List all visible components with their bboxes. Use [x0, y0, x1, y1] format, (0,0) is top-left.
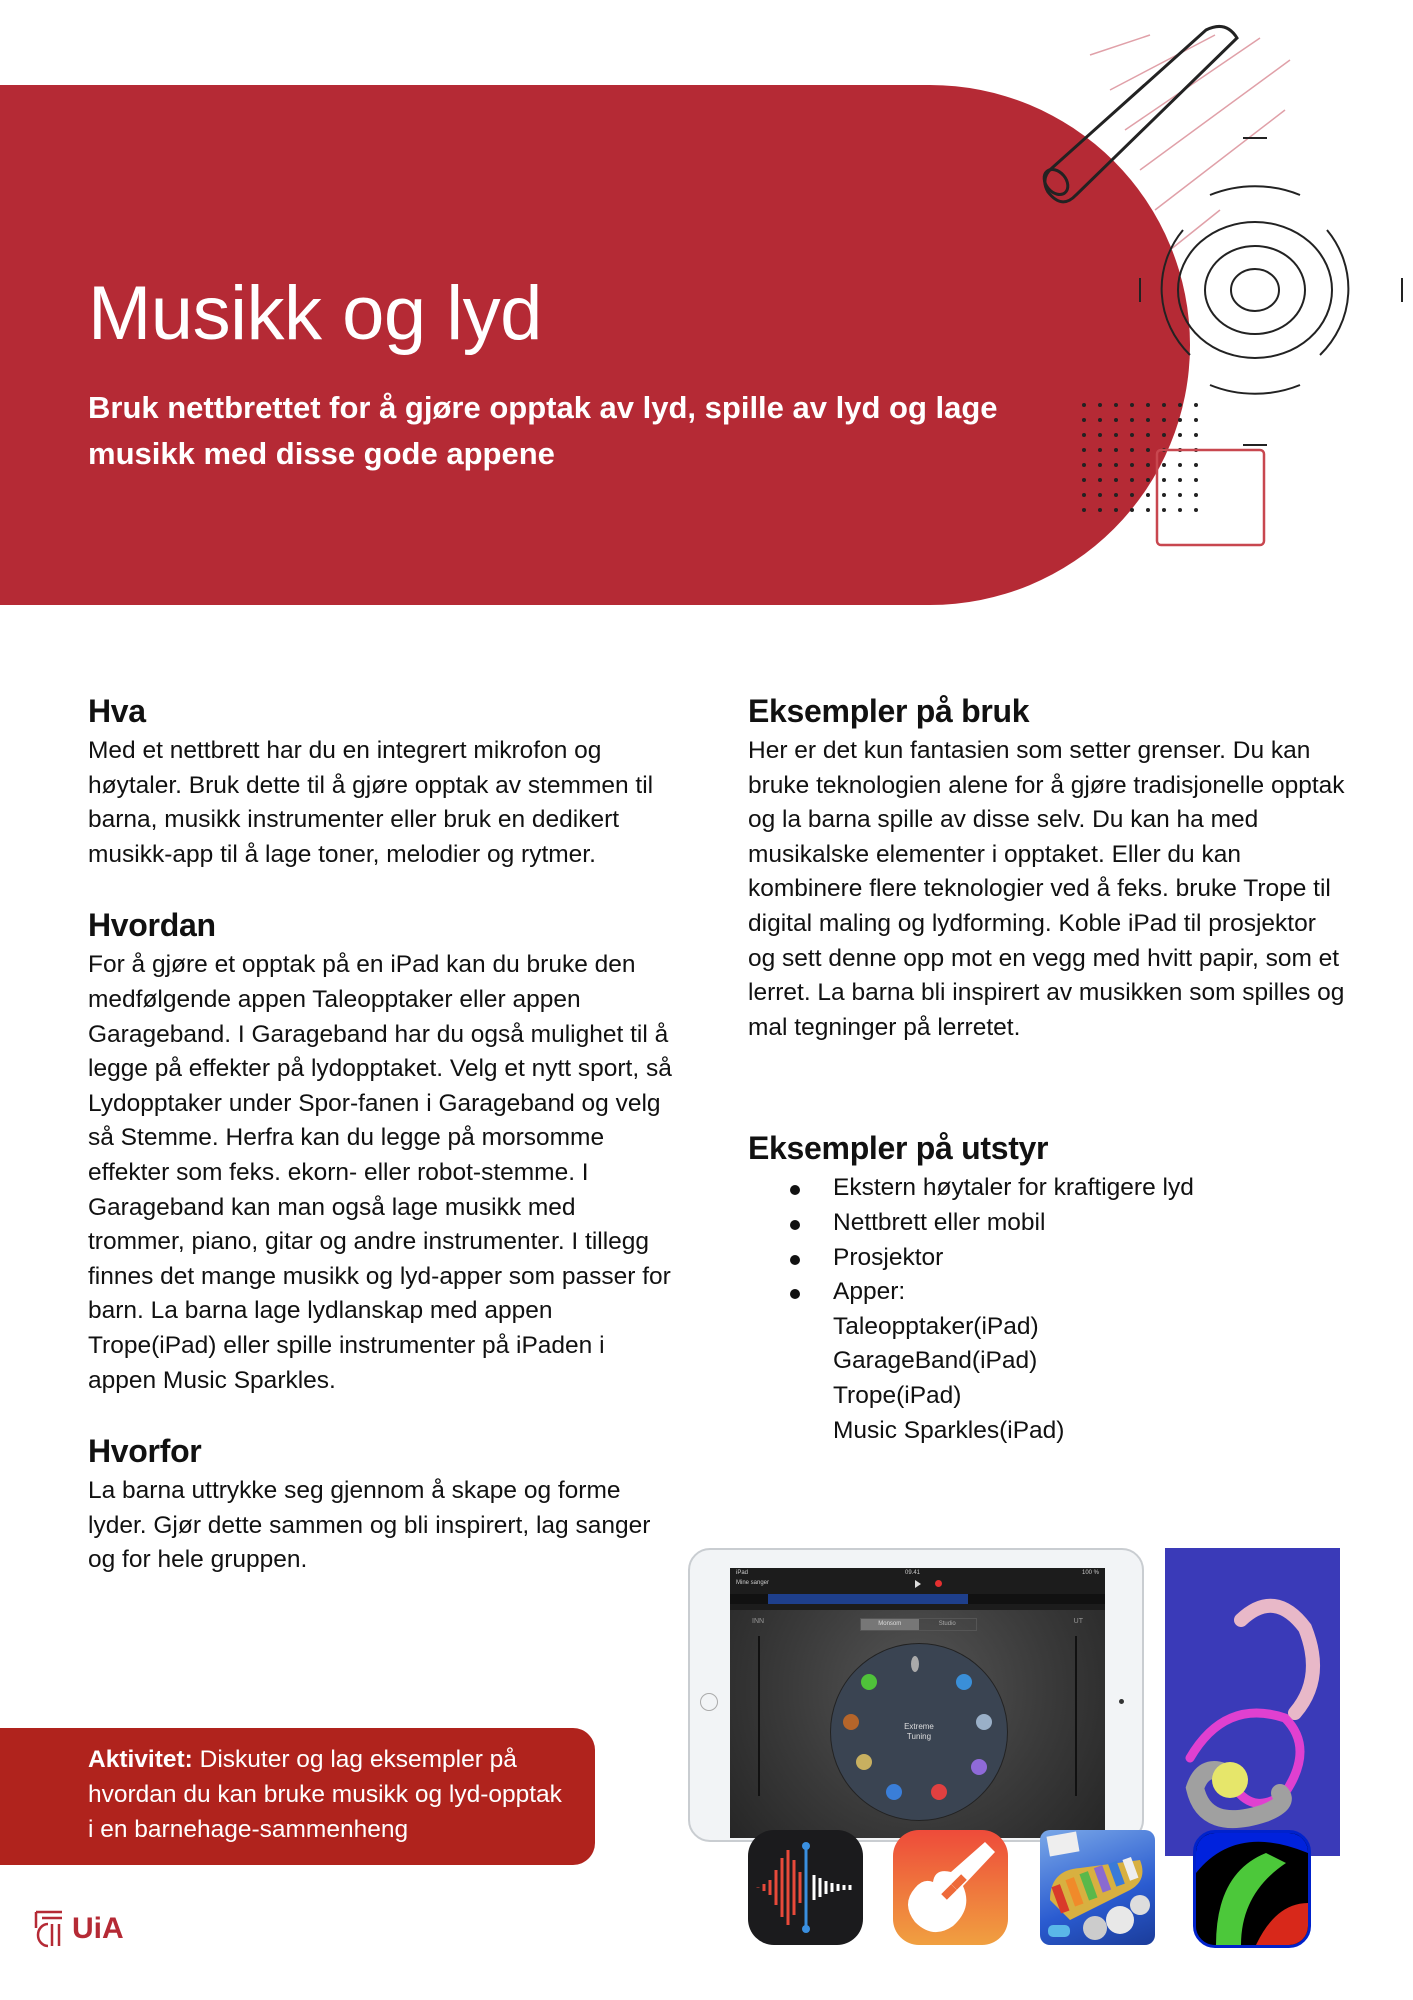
section-heading: Hva	[88, 693, 146, 729]
input-label: INN	[752, 1618, 765, 1625]
concentric-circles-decoration	[1140, 138, 1402, 445]
uia-logo-icon	[34, 1910, 64, 1948]
section-body: Her er det kun fantasien som setter grenser. Du kan bruke teknologien alene for å gjøre tradisjonelle opptak og la barna spille av disse selv. Du kan ha med musikalske elementer i opptaket. Eller du kan kombinere flere teknologier ved å feks. bruke Trope til digital maling og lydforming. Koble iPad til prosjektor og sett denne opp mot en vegg med hvitt papir, som et lerret. La barna bli inspirert av musikken som spilles og mal tegninger på lerretet.	[748, 737, 1345, 1041]
trope-drawing	[1165, 1548, 1340, 1856]
handheld-mic-icon	[856, 1754, 872, 1770]
app-list-item: GarageBand(iPad)	[833, 1347, 1038, 1375]
timeline-ruler	[730, 1594, 1105, 1604]
status-battery: 100 %	[1081, 1570, 1099, 1576]
output-label: UT	[1073, 1618, 1083, 1625]
dot-grid-decoration	[1082, 403, 1198, 512]
camera-icon	[1119, 1699, 1124, 1704]
activity-text	[88, 1742, 568, 1847]
diagonal-stripes-decoration	[1090, 35, 1290, 250]
wheel-label-line: Extreme	[904, 1722, 934, 1731]
left-column	[88, 688, 678, 1578]
trope-screenshot	[1165, 1548, 1340, 1856]
activity-label: Aktivitet:	[88, 1746, 193, 1773]
voice-effect-wheel	[830, 1643, 1008, 1821]
section-body: Med et nettbrett har du en integrert mikrofon og høytaler. Bruk dette til å gjøre opptak av stemmen til barna, musikk instrumenter eller bruk en dedikert musikk-app til å lage toner, melodier og rytmer.	[88, 737, 654, 868]
section-heading: Hvorfor	[88, 1433, 202, 1470]
list-item: Apper:	[833, 1275, 1348, 1310]
status-carrier: iPad	[736, 1570, 749, 1576]
activity-body: Diskuter og lag eksempler på hvordan du kan bruke musikk og lyd-opptak i en barnehage-sammenheng	[88, 1746, 562, 1843]
bubbles-icon	[971, 1759, 987, 1775]
decorative-graphics	[1030, 20, 1413, 620]
app-list-item: Trope(iPad)	[833, 1381, 962, 1409]
trope-icon	[1193, 1830, 1311, 1948]
timeline-played	[768, 1594, 968, 1604]
section-heading: Hvordan	[88, 907, 216, 944]
app-list-item: Music Sparkles(iPad)	[833, 1416, 1065, 1444]
section-hva	[88, 688, 678, 872]
wheel-label	[831, 1722, 1007, 1742]
app-list-item: Taleopptaker(iPad)	[833, 1312, 1039, 1340]
section-heading: Eksempler på bruk	[748, 693, 1030, 729]
wheel-label-line: Tuning	[906, 1732, 932, 1741]
garageband-icon	[893, 1830, 1008, 1945]
garageband-toolbar	[730, 1568, 1105, 1610]
list-item: Prosjektor	[833, 1241, 1348, 1276]
output-slider	[1075, 1636, 1077, 1796]
right-column	[748, 688, 1348, 1448]
mode-segment	[860, 1618, 977, 1631]
section-heading: Eksempler på utstyr	[748, 1130, 1049, 1167]
ipad-screen	[730, 1568, 1105, 1838]
page-title: Musikk og lyd	[88, 271, 542, 356]
section-hvorfor	[88, 1428, 678, 1578]
voice-memos-icon	[748, 1830, 863, 1945]
segment-option: Monsom	[861, 1619, 919, 1630]
equipment-list	[748, 1171, 1348, 1448]
home-button-icon	[700, 1693, 718, 1711]
alien-icon	[861, 1674, 877, 1690]
my-songs-button: Mine sanger	[736, 1580, 770, 1586]
section-body: La barna uttrykke seg gjennom å skape og forme lyder. Gjør dette sammen og bli inspirert, lag sanger og for hele gruppen.	[88, 1477, 651, 1574]
telephone-icon	[886, 1784, 902, 1800]
record-icon	[935, 1580, 942, 1587]
logo-text: UiA	[72, 1912, 124, 1945]
section-hvordan	[88, 902, 678, 1398]
segment-option: Studio	[938, 1621, 956, 1627]
activity-callout	[0, 1728, 595, 1865]
status-time: 09.41	[905, 1570, 921, 1576]
section-eksempler-bruk	[748, 688, 1348, 1045]
ipad-garageband-screenshot	[688, 1548, 1144, 1842]
section-eksempler-utstyr	[748, 1125, 1348, 1448]
pencil-outline-decoration	[1039, 26, 1237, 201]
monster-icon	[956, 1674, 972, 1690]
uia-logo	[34, 1910, 124, 1948]
list-item: Nettbrett eller mobil	[833, 1206, 1348, 1241]
list-item: Ekstern høytaler for kraftigere lyd	[833, 1171, 1348, 1206]
megaphone-icon	[931, 1784, 947, 1800]
input-slider	[758, 1636, 760, 1796]
play-icon	[915, 1580, 921, 1588]
section-body: For å gjøre et opptak på en iPad kan du bruke den medfølgende appen Taleopptaker eller appen Garageband. I Garageband har du også mulighet til å legge på effekter på lydopptaket. Velg et nytt sport, så Lydopptaker under Spor-fanen i Garageband og velg så Stemme. Herfra kan du legge på morsomme effekter som feks. ekorn- eller robot-stemme. I Garageband kan man også lage musikk med trommer, piano, gitar og andre instrumenter. I tillegg finnes det mange musikk og lyd-apper som passer for barn. La barna lage lydlanskap med appen Trope(iPad) eller spille instrumenter på iPaden i appen Music Sparkles.	[88, 951, 672, 1394]
music-sparkles-icon	[1040, 1830, 1155, 1945]
page-subtitle: Bruk nettbrettet for å gjøre opptak av lyd, spille av lyd og lage musikk med disse gode appene	[88, 390, 998, 471]
microphone-icon	[911, 1656, 919, 1672]
outlined-square-decoration	[1157, 450, 1264, 545]
